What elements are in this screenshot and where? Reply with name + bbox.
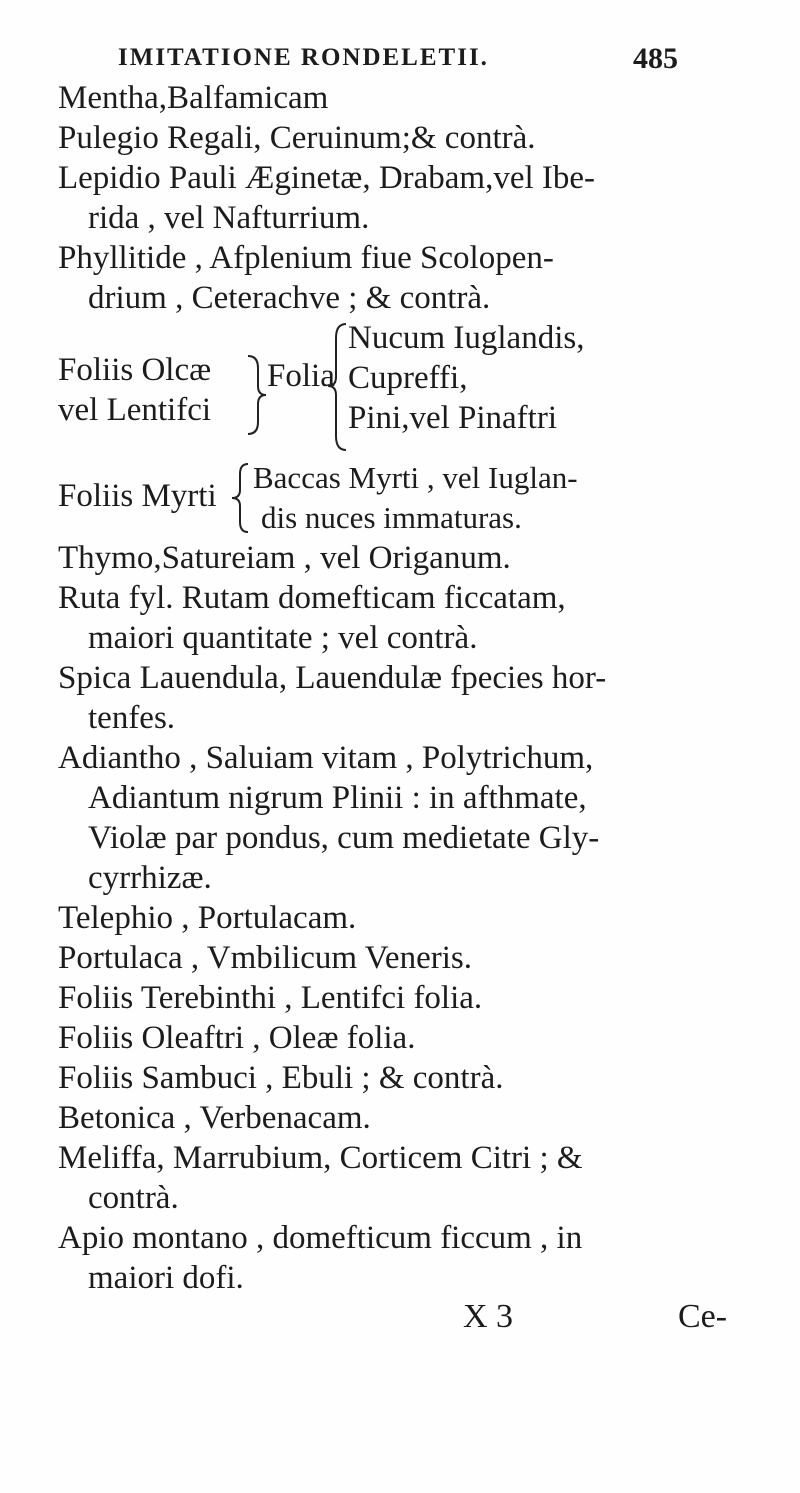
brace-right-line: dis nuces immaturas. xyxy=(261,500,522,535)
page-header xyxy=(118,38,678,82)
text-line: maiori dofi. xyxy=(88,1260,244,1296)
page-number: 485 xyxy=(633,42,678,75)
text-line: Telephio , Portulacam. xyxy=(58,900,357,936)
brace-block-folia xyxy=(58,318,778,458)
brace-left-line: Foliis Myrti xyxy=(58,478,217,514)
brace-right-line: Pini,vel Pinaftri xyxy=(348,400,557,436)
brace-right-line: Nucum Iuglandis, xyxy=(348,320,585,356)
brace-left-line: vel Lentifci xyxy=(58,392,212,428)
page-footer xyxy=(58,1298,778,1338)
text-line: rida , vel Nafturrium. xyxy=(88,200,370,236)
text-line: Phyllitide , Afplenium fiue Scolopen- xyxy=(58,240,554,276)
right-brace-icon xyxy=(230,462,252,534)
text-line: Apio montano , domefticum ficcum , in xyxy=(58,1220,583,1256)
text-line: Portulaca , Vmbilicum Veneris. xyxy=(58,940,472,976)
running-head: IMITATIONE RONDELETII. xyxy=(118,44,489,71)
brace-right-line: Cupreffi, xyxy=(348,360,468,396)
brace-block-myrti xyxy=(58,458,778,538)
text-line: Foliis Terebinthi , Lentifci folia. xyxy=(58,980,483,1016)
text-line: Betonica , Verbenacam. xyxy=(58,1100,371,1136)
text-line: Meliffa, Marrubium, Corticem Citri ; & xyxy=(58,1140,583,1176)
text-line: drium , Ceterachve ; & contrà. xyxy=(88,280,491,316)
text-line: Pulegio Regali, Ceruinum;& contrà. xyxy=(58,120,536,156)
text-line: contrà. xyxy=(88,1180,179,1216)
text-line: Violæ par pondus, cum medietate Gly- xyxy=(88,820,600,856)
text-line: tenfes. xyxy=(88,700,176,736)
text-line: Adiantho , Saluiam vitam , Polytrichum, xyxy=(58,740,594,776)
brace-left-line: Foliis Olcæ xyxy=(58,352,212,388)
catchword: Ce- xyxy=(678,1298,728,1335)
text-line: Adiantum nigrum Plinii : in afthmate, xyxy=(88,780,587,816)
text-line: Foliis Oleaftri , Oleæ folia. xyxy=(58,1020,416,1056)
brace-right-line: Baccas Myrti , vel Iuglan- xyxy=(253,460,578,495)
text-line: Foliis Sambuci , Ebuli ; & contrà. xyxy=(58,1060,504,1096)
text-line: Thymo,Satureiam , vel Origanum. xyxy=(58,540,511,576)
text-line: Mentha,Balfamicam xyxy=(58,80,329,116)
text-line: Lepidio Pauli Æginetæ, Drabam,vel Ibe- xyxy=(58,160,596,196)
left-brace-icon xyxy=(244,354,268,436)
page-body xyxy=(58,78,778,1338)
right-brace-icon xyxy=(326,322,350,452)
signature-mark: X 3 xyxy=(463,1298,514,1335)
text-line: cyrrhizæ. xyxy=(88,860,212,896)
text-line: Spica Lauendula, Lauendulæ fpecies hor- xyxy=(58,660,607,696)
brace-middle-word: Folia xyxy=(267,358,335,394)
text-line: Ruta fyl. Rutam domefticam ficcatam, xyxy=(58,580,566,616)
text-line: maiori quantitate ; vel contrà. xyxy=(88,620,478,656)
